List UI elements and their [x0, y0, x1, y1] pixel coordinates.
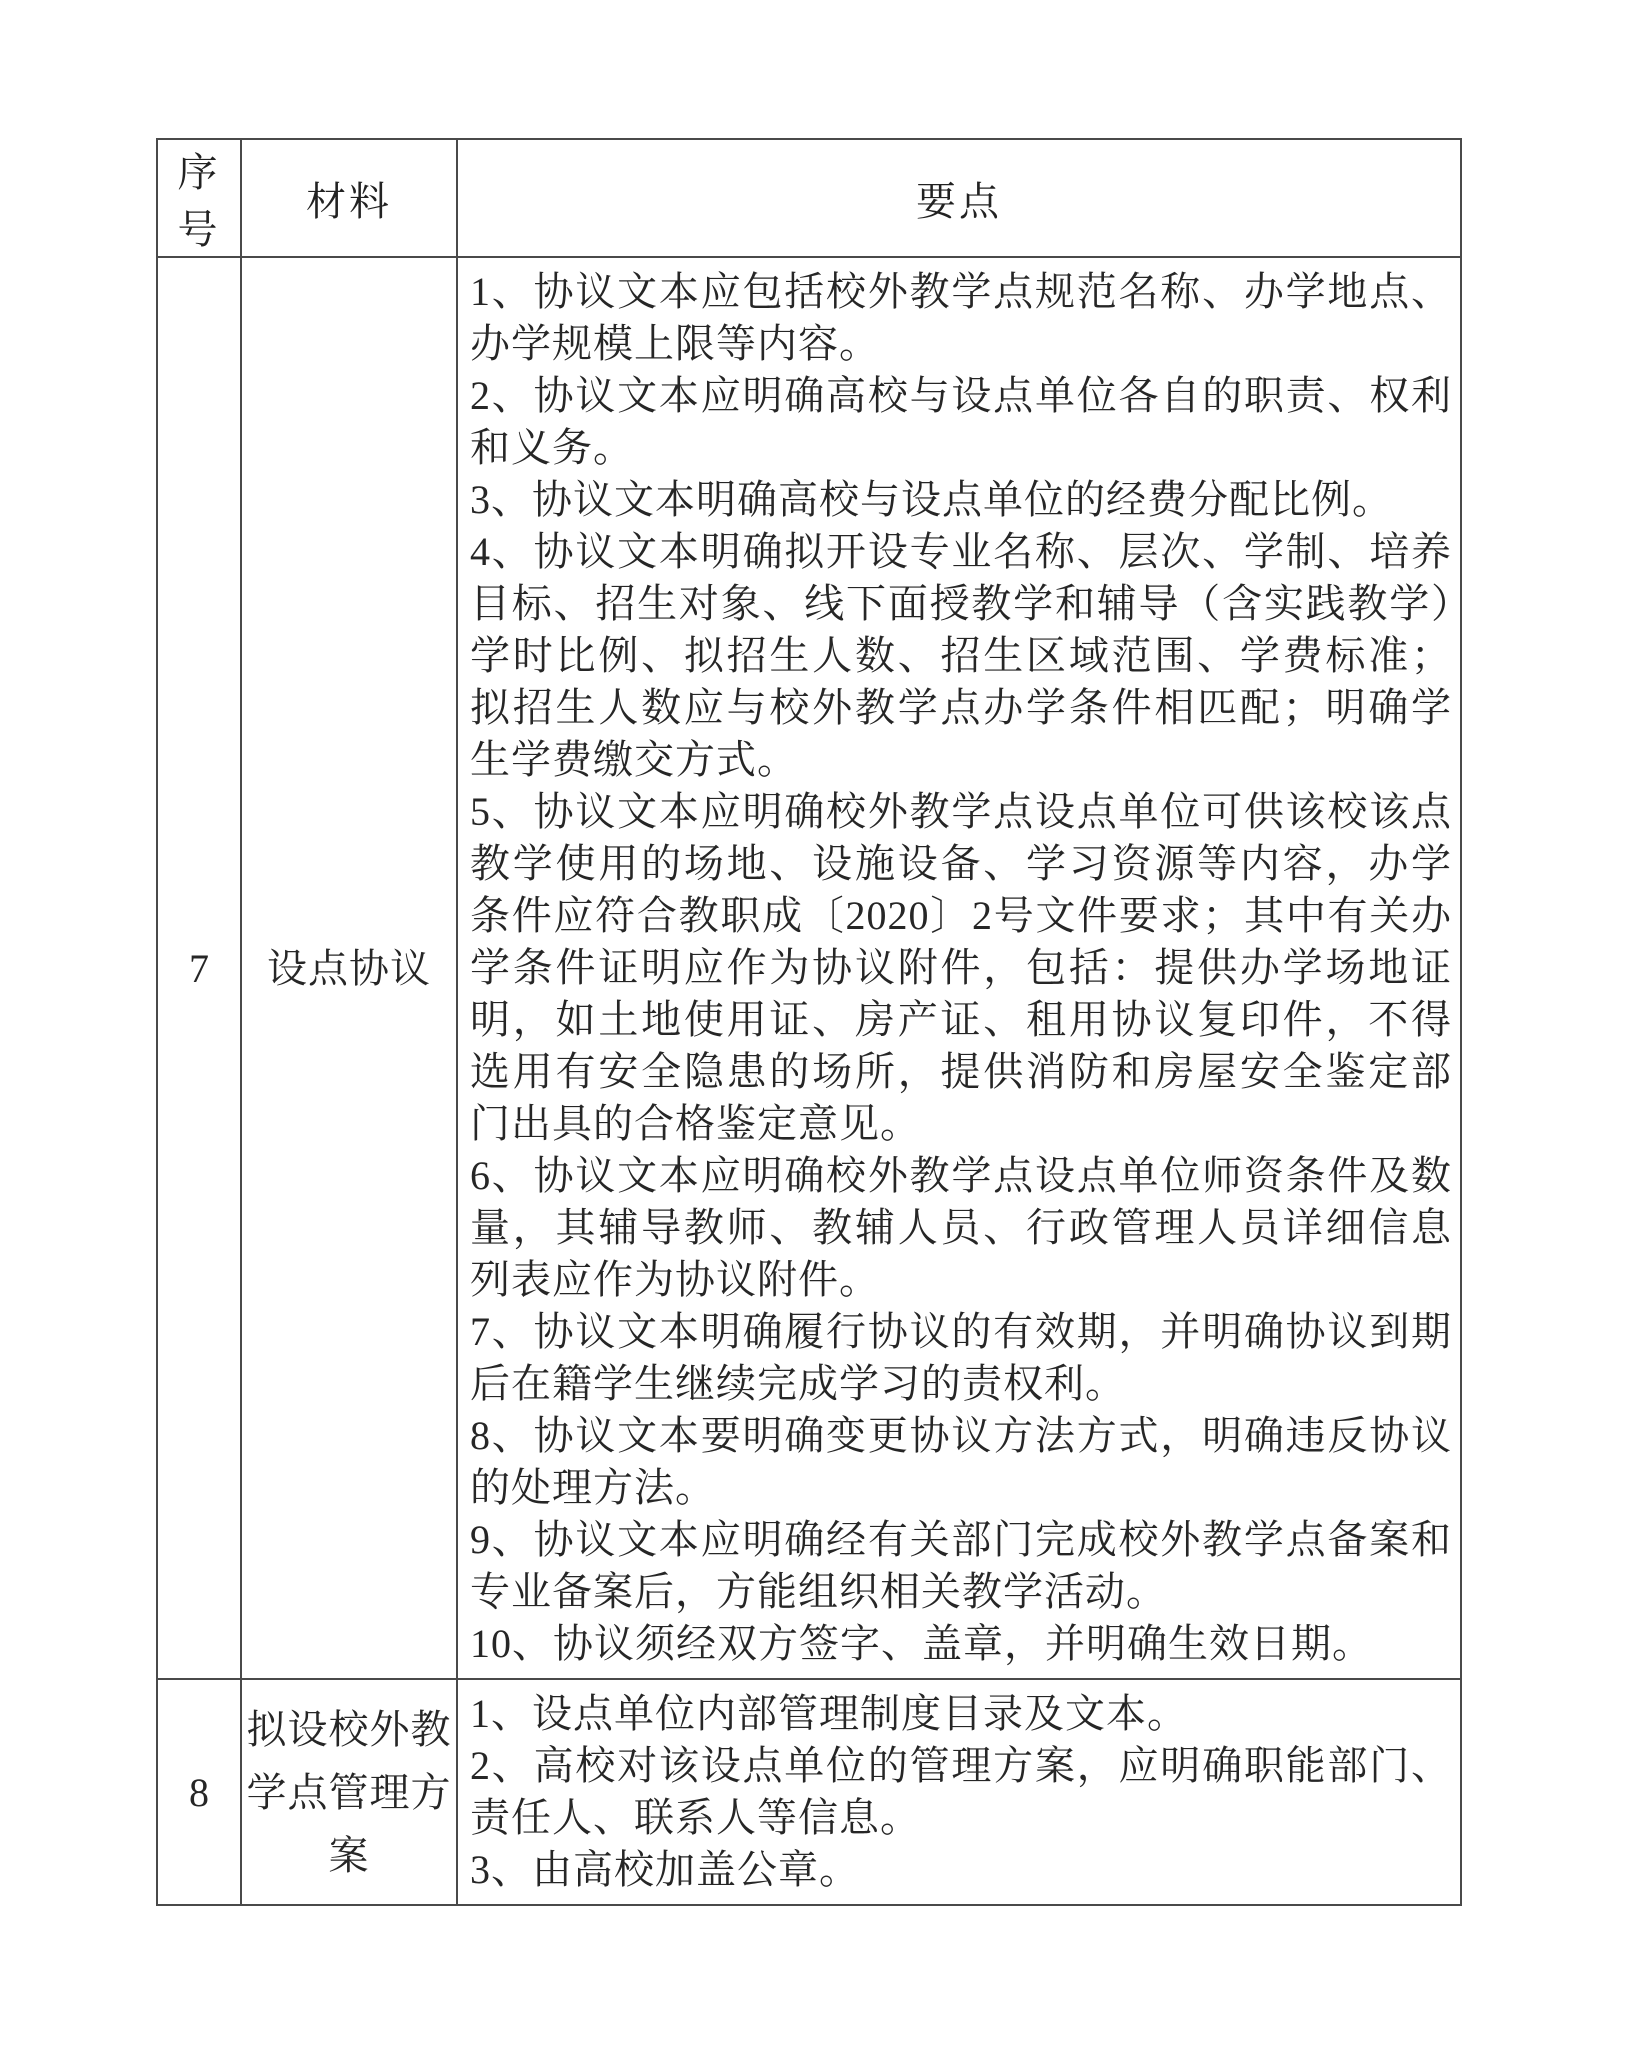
column-header-points: 要点: [457, 139, 1461, 257]
point-item: 4、协议文本明确拟开设专业名称、层次、学制、培养目标、招生对象、线下面授教学和辅导（含实践教学）学时比例、拟招生人数、招生区域范围、学费标准；拟招生人数应与校外教学点办学条件相匹配；明确学生学费缴交方式。: [470, 529, 1452, 782]
point-item: 5、协议文本应明确校外教学点设点单位可供该校该点教学使用的场地、设施设备、学习资源等内容，办学条件应符合教职成〔2020〕2号文件要求；其中有关办学条件证明应作为协议附件，包括：提供办学场地证明，如土地使用证、房产证、租用协议复印件，不得选用有安全隐患的场所，提供消防和房屋安全鉴定部门出具的合格鉴定意见。: [470, 789, 1452, 1146]
column-header-material: 材料: [241, 139, 457, 257]
column-header-no: 序号: [157, 139, 241, 257]
point-item: 1、设点单位内部管理制度目录及文本。: [470, 1691, 1188, 1736]
point-item: 3、协议文本明确高校与设点单位的经费分配比例。: [470, 477, 1393, 522]
row-no-cell: 7: [157, 257, 241, 1679]
material-cell: 拟设校外教学点管理方案: [241, 1679, 457, 1905]
materials-requirements-table: [156, 138, 1462, 1906]
table-row: [157, 257, 1461, 1679]
table-header-row: [157, 139, 1461, 257]
point-item: 2、协议文本应明确高校与设点单位各自的职责、权利和义务。: [470, 373, 1452, 470]
material-cell: 设点协议: [241, 257, 457, 1679]
row-no-cell: 8: [157, 1679, 241, 1905]
table-row: [157, 1679, 1461, 1905]
point-item: 10、协议须经双方签字、盖章，并明确生效日期。: [470, 1621, 1373, 1666]
points-cell: [457, 1679, 1461, 1905]
point-item: 7、协议文本明确履行协议的有效期，并明确协议到期后在籍学生继续完成学习的责权利。: [470, 1309, 1452, 1406]
point-item: 1、协议文本应包括校外教学点规范名称、办学地点、办学规模上限等内容。: [470, 269, 1452, 366]
point-item: 3、由高校加盖公章。: [470, 1847, 860, 1892]
points-cell: [457, 257, 1461, 1679]
point-item: 2、高校对该设点单位的管理方案，应明确职能部门、责任人、联系人等信息。: [470, 1743, 1452, 1840]
point-item: 6、协议文本应明确校外教学点设点单位师资条件及数量，其辅导教师、教辅人员、行政管理人员详细信息列表应作为协议附件。: [470, 1153, 1452, 1302]
point-item: 8、协议文本要明确变更协议方法方式，明确违反协议的处理方法。: [470, 1413, 1452, 1510]
point-item: 9、协议文本应明确经有关部门完成校外教学点备案和专业备案后，方能组织相关教学活动。: [470, 1517, 1452, 1614]
